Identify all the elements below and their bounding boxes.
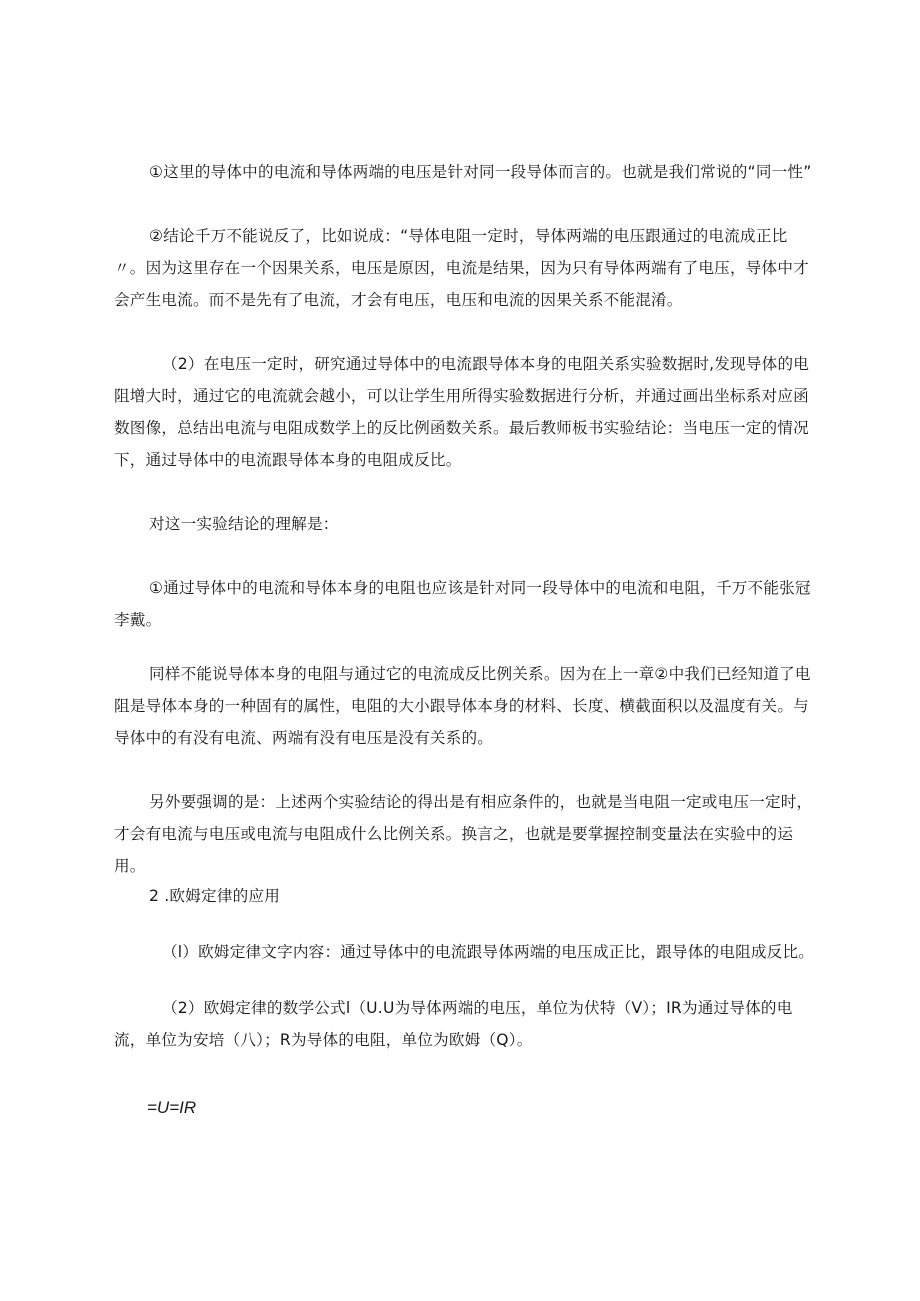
paragraph-current-resistance-same: ①通过导体中的电流和导体本身的电阻也应该是针对同一段导体中的电流和电阻，千万不能张冠李戴。 <box>114 579 811 629</box>
paragraph-ohms-law-formula-description: （2）欧姆定律的数学公式l（U.U为导体两端的电压，单位为伏特（V）；IR为通过导体的电流，单位为安培（八）；R为导体的电阻，单位为欧姆（Q）。 <box>114 999 793 1049</box>
paragraph-ohms-law-text: （l）欧姆定律文字内容：通过导体中的电流跟导体两端的电压成正比，跟导体的电阻成反比。 <box>162 943 815 961</box>
paragraph-resistance-property: 同样不能说导体本身的电阻与通过它的电流成反比例关系。因为在上一章②中我们已经知道了电阻是导体本身的一种固有的属性，电阻的大小跟导体本身的材料、长度、横截面积以及温度有关。与导体中的有没有电流、两端有没有电压是没有关系的。 <box>114 665 811 747</box>
ohms-law-formula: =U=IR <box>147 1098 197 1117</box>
paragraph-cause-effect: ②结论千万不能说反了，比如说成：“导体电阻一定时，导体两端的电压跟通过的电流成正比〃。因为这里存在一个因果关系，电压是原因，电流是结果，因为只有导体两端有了电压，导体中才会产生电流。而不是先有了电流，才会有电压，电压和电流的因果关系不能混淆。 <box>114 227 809 309</box>
section-heading-ohms-law-application: 2 .欧姆定律的应用 <box>149 887 280 905</box>
paragraph-understanding-heading: 对这一实验结论的理解是： <box>149 515 339 533</box>
paragraph-control-variables: 另外要强调的是：上述两个实验结论的得出是有相应条件的，也就是当电阻一定或电压一定时，才会有电流与电压或电流与电阻成什么比例关系。换言之，也就是要掌握控制变量法在实验中的运用。 <box>114 793 813 875</box>
paragraph-voltage-constant-experiment: （2）在电压一定时，研究通过导体中的电流跟导体本身的电阻关系实验数据时,发现导体的电阻增大时，通过它的电流就会越小，可以让学生用所得实验数据进行分析，并通过画出坐标系对应函数图像，总结出电流与电阻成数学上的反比例函数关系。最后教师板书实验结论：当电压一定的情况下，通过导体中的电流跟导体本身的电阻成反比。 <box>114 355 810 469</box>
paragraph-same-conductor: ①这里的导体中的电流和导体两端的电压是针对同一段导体而言的。也就是我们常说的“同一性” <box>149 163 812 181</box>
